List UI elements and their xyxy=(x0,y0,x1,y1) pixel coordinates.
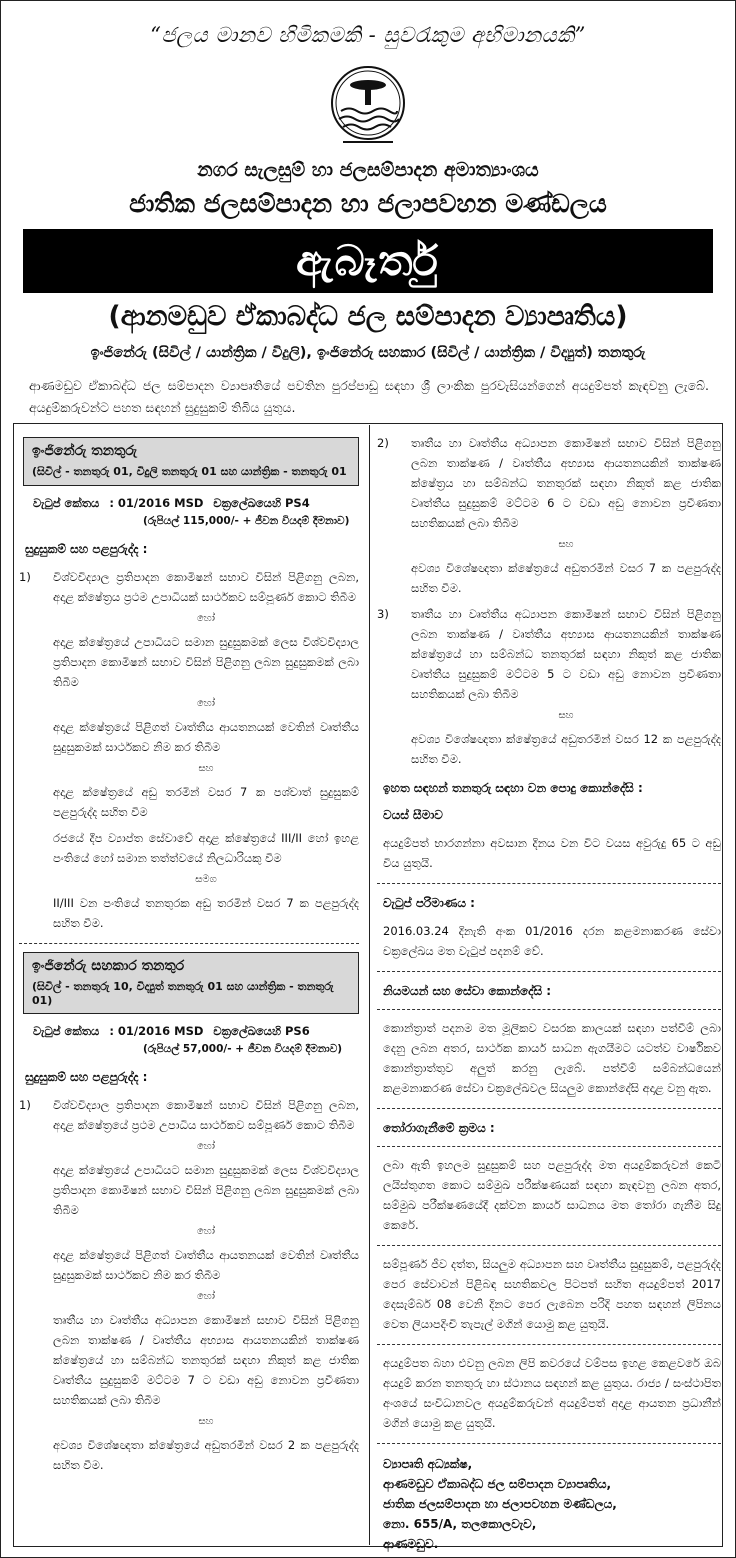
salary-scale: චක්‍රලේඛයෙහි PS6 xyxy=(213,1024,310,1038)
conjunction: සමග xyxy=(195,874,217,885)
address-line: ආණමඩුව. xyxy=(383,1537,439,1551)
common-conditions-heading: ඉහත සඳහන් තනතුරු සඳහා වන පොදු කොන්දේසි : xyxy=(383,781,643,795)
item-number: 3) xyxy=(377,607,389,621)
terms-heading: නියමයන් සහ සේවා කොන්දේසි : xyxy=(383,984,552,998)
item-number: 2) xyxy=(377,436,389,450)
section-divider xyxy=(377,1344,721,1345)
conjunction: හෝ xyxy=(197,1291,215,1302)
qualifications-heading: සුදුසුකම් සහ පළපුරුද්ද : xyxy=(25,542,148,556)
item-text: අදාළ ක්ෂේත්‍රයේ පිළිගත් වෘත්තීය ආයතනයක් වෙතින් වෘත්තීය සුදුසුකමක් සාර්ථකව නිම කර තිබීම xyxy=(53,720,359,754)
vacancies-banner xyxy=(23,229,713,293)
board-name: ජාතික ජලසම්පාදන හා ජලාපවහන මණ්ඩලය xyxy=(129,189,607,218)
conjunction: සහ xyxy=(198,1416,214,1427)
list-item xyxy=(377,433,721,533)
selection-text: ලබා ඇති ඉහලම සුදුසුකම් සහ පළපුරුද්ද මත අයදුම්කරුවන් කෙටි ලයිස්තුගත කොට සම්මුඛ පරීක්ෂණයක් සඳහා කැඳවනු ලබන අතර, සම්මුඛ පරීක්ෂණයේදී දක්වන කාර්ය සාධනය මත තෝරා ගැනීම සිදු කෙරේ. xyxy=(383,1158,721,1232)
conjunction: හෝ xyxy=(197,698,215,709)
salary-label: වැටුප් කේතය xyxy=(33,1024,100,1038)
selection-heading: තෝරාගැනීමේ ක්‍රමය : xyxy=(383,1121,495,1135)
age-limit-heading: වයස් සීමාව xyxy=(383,808,443,822)
right-column xyxy=(377,429,721,1554)
item-text: අදාළ ක්ෂේත්‍රයේ උපාධියට සමාන සුදුසුකමක් ලෙස විශ්වවිද්‍යාල ප්‍රතිපාදන කොමිෂන් සභාව විසින් පිළිගනු ලබන සුදුසුකමක් ලබා තිබීම xyxy=(53,635,359,689)
salary-scale-heading: වැටුප් පරිමාණය : xyxy=(383,896,475,910)
item-text: II/III වන පංතියේ තනතුරක අඩු තරමින් වසර 7 ක පළපුරුද්ද සහිත වීම. xyxy=(53,896,359,930)
item-text: අදාළ ක්ෂේත්‍රයේ පිළිගත් වෘත්තීය ආයතනයක් වෙතින් වෘත්තීය සුදුසුකමක් සාර්ථකව නිම කර තිබීම xyxy=(53,1248,359,1282)
item-text: තෘතීය හා වෘත්තීය අධ්‍යාපන කොමිෂන් සභාව විසින් පිළිගනු ලබන තාක්ෂණ / වෘත්තීය අභ්‍යාස ආයතනයකින් තාක්ෂණ ක්ෂේත්‍රයේ හා සම්බන්ධ තනතුරක් සඳහා නිකුත් කළ ජාතික වෘත්තීය සුදුසුකම් මට්ටම 5 ට වඩා අඩු නොවන ප්‍රවීණතා සහතිකයක් ලබා තිබීම xyxy=(411,607,721,701)
salary-scale: චක්‍රලේඛයෙහි PS4 xyxy=(213,496,310,510)
conjunction: හෝ xyxy=(197,613,215,624)
column-divider xyxy=(369,425,370,1545)
qualifications-heading: සුදුසුකම් සහ පළපුරුද්ද : xyxy=(25,1070,148,1084)
item-text: අදාළ ක්ෂේත්‍රයේ උපාධියට සමාන සුදුසුකමක් ලෙස විශ්වවිද්‍යාල ප්‍රතිපාදන කොමිෂන් සභාව විසින් පිළිගනු ලබන සුදුසුකමක් ලබා තිබීම xyxy=(53,1163,359,1217)
section-divider xyxy=(377,1108,721,1109)
conjunction: සහ xyxy=(558,539,574,550)
motto: “ජලය මානව හිමිකමකි - සුවරැකුම අභිමානයකි” xyxy=(150,23,586,47)
address-line: ව්‍යාපෘති අධ්‍යක්ෂ, xyxy=(383,1457,473,1471)
item-text: අවශ්‍ය විශේෂඥතා ක්ෂේත්‍රයේ අඩුතරමින් වසර 12 ක පළපුරුද්ද සහිත වීම. xyxy=(411,732,721,766)
section-divider xyxy=(377,1146,721,1147)
assistant-salary xyxy=(33,1024,359,1056)
section-divider xyxy=(377,883,721,884)
section-divider xyxy=(377,1245,721,1246)
salary-amount: (රුපියල් 115,000/- + ජීවන වියදම් දීමනාව) xyxy=(143,515,350,527)
age-limit-text: අයදුම්පත් භාරගන්නා අවසාන දිනය වන විට වයස අවුරුදු 65 ට අඩු විය යුතුයි. xyxy=(383,836,721,870)
item-text: තෘතීය හා වෘත්තීය අධ්‍යාපන කොමිෂන් සභාව විසින් පිළිගනු ලබන තාක්ෂණ / වෘත්තීය අභ්‍යාස ආයතනයකින් තාක්ෂණ ක්ෂේත්‍රයේ හා සම්බන්ධ තනතුරක් සඳහා නිකුත් කළ ජාතික වෘත්තීය සුදුසුකම් මට්ටම 7 ට වඩා අඩු නොවන ප්‍රවීණතා සහතිකයක් ලබා තිබීම xyxy=(53,1313,359,1407)
vacancies-title: ඇබෑර්තු xyxy=(296,236,440,285)
item-text: විශ්වවිද්‍යාල ප්‍රතිපාදන කොමිෂන් සභාව විසින් පිළිගනු ලබන, අදාළ ක්ෂේත්‍රයේ ප්‍රථම උපාධිය සාර්ථකව සම්පූර්ණ කොට තිබීම xyxy=(53,1098,359,1132)
assistant-title-box xyxy=(23,952,359,1014)
item-text: අදාළ ක්ෂේත්‍රයේ අඩු තරමින් වසර 7 ක පශ්චාත් සුදුසුකම් පළපුරුද්ද සහිත වීම xyxy=(53,785,359,819)
item-number: 1) xyxy=(19,570,31,584)
conjunction: සහ xyxy=(198,763,214,774)
conjunction: සහ xyxy=(558,710,574,721)
item-text: රජයේ දීප ව්‍යාප්ත සේවාවේ අදාළ ක්ෂේත්‍රයේ III/II හෝ ඉහළ පංතියේ හෝ සමාන තත්ත්වයේ නිලධාරියකු වීම xyxy=(53,831,359,865)
salary-amount: (රුපියල් 57,000/- + ජීවන වියදම් දීමනාව) xyxy=(143,1043,343,1055)
postal-address xyxy=(383,1454,721,1554)
envelope-text: අයදුම්පත බහා එවනු ලබන ලිපි කවරයේ වම්පස ඉහළ කෙළවරේ ඔබ අයදුම් කරන තනතුරු හා ස්ථානය සඳහන් කළ යුතුය. රාජ්‍ය / සංස්ථාපිත අංශයේ සංවිධානවල අයදුම්කරුවන් අයදුම්පත් අදාළ ආයතන ප්‍රධානීන් මගින් යොමු කළ යුතුයි. xyxy=(383,1356,721,1430)
intro-paragraph: ආණමඩුව ඒකාබද්ධ ජල සම්පාදන ව්‍යාපෘතියේ පවතින පුරප්පාඩු සඳහා ශ්‍රී ලාංකික පුරවැසියන්ගෙන් අයදුම්පත් කැඳවනු ලැබේ. අයදුම්කරුවන්ට පහත සඳහන් සුදුසුකම් තිබිය යුතුය. xyxy=(29,378,709,415)
terms-text: කොන්ත්‍රාත් පදනම මත මූලිකව වසරක කාලයක් සඳහා පත්වීම් ලබා දෙනු ලබන අතර, සාර්ථක කාර්ය සාධන ඇගයීමට යටත්ව වාර්ෂිකව කොන්ත්‍රාත්තුව අලුත් කරනු ලැබේ. පත්වීම් සම්බන්ධයෙන් කළමනාකරණ සේවා චක්‍රලේඛවල සියලුම කොන්දේසි අදාළ වනු ඇත. xyxy=(383,1021,721,1095)
salary-code: : 01/2016 MSD xyxy=(109,496,204,510)
address-line: ආණමඩුව ඒකාබද්ධ ජල සම්පාදන ව්‍යාපෘතිය, xyxy=(383,1477,612,1491)
positions-line: ඉංජිනේරු (සිවිල් / යාන්ත්‍රික / විදුලි), ඉංජිනේරු සහකාර (සිවිල් / යාන්ත්‍රික / විද්‍යුත්) තනතුරු xyxy=(90,345,646,361)
salary-label: වැටුප් කේතය xyxy=(33,496,100,510)
list-item xyxy=(19,567,359,607)
list-item xyxy=(377,604,721,704)
engineer-title-box xyxy=(23,437,359,486)
left-column xyxy=(19,429,359,1475)
conjunction: හෝ xyxy=(197,1141,215,1152)
address-line: නො. 655/A, තලකොලවැව, xyxy=(383,1517,537,1531)
assistant-title: ඉංජිනේරු සහකාර තනතුර xyxy=(32,958,185,974)
item-text: අවශ්‍ය විශේෂඥතා ක්ෂේත්‍රයේ අඩුතරමින් වසර 7 ක පළපුරුද්ද සහිත වීම. xyxy=(411,561,721,595)
conjunction: හෝ xyxy=(197,1226,215,1237)
engineer-salary xyxy=(33,496,359,528)
section-divider xyxy=(377,971,721,972)
item-number: 1) xyxy=(19,1098,31,1112)
salary-scale-text: 2016.03.24 දිනැති අංක 01/2016 දරන කළමනාකරණ සේවා චක්‍රලේඛය මත වැටුප් පදනම් වේ. xyxy=(383,924,721,958)
section-divider xyxy=(19,943,359,944)
assistant-subtitle: (සිවිල් - තනතුරු 10, විද්‍යුත් තනතුරු 01 සහ යාන්ත්‍රික - තනතුරු 01) xyxy=(32,980,334,1007)
section-divider xyxy=(377,1009,721,1010)
item-text: තෘතීය හා වෘත්තීය අධ්‍යාපන කොමිෂන් සභාව විසින් පිළිගනු ලබන තාක්ෂණ / වෘත්තීය අභ්‍යාස ආයතනයකින් තාක්ෂණ ක්ෂේත්‍රය හා සම්බන්ධ තනතුරක් සඳහා නිකුත් කළ ජාතික වෘත්තීය සුදුසුකම් මට්ටම 6 ට වඩා අඩු නොවන ප්‍රවීණතා සහතිකයක් ලබා තිබීම xyxy=(411,436,721,530)
item-text: අවශ්‍ය විශේෂඥතා ක්ෂේත්‍රයේ අඩුතරමින් වසර 2 ක පළපුරුද්ද සහිත වීම. xyxy=(53,1438,359,1472)
engineer-title: ඉංජිනේරු තනතුරු xyxy=(32,443,138,459)
item-text: විශ්වවිද්‍යාල ප්‍රතිපාදන කොමිෂන් සභාව විසින් පිළිගනු ලබන, අදාළ ක්ෂේත්‍රය ප්‍රථම උපාධියක් සාර්ථකව සම්පූර්ණ කොට තිබීම xyxy=(53,570,359,604)
address-line: ජාතික ජලසම්පාදන හා ජලාපවහන මණ්ඩලය, xyxy=(383,1497,617,1511)
project-name: (ආනමඩුව ඒකාබද්ධ ජල සම්පාදන ව්‍යාපෘතිය) xyxy=(108,301,628,332)
ministry-name: නගර සැලසුම් හා ජලසම්පාදන අමාත්‍යාංශය xyxy=(197,159,539,181)
list-item xyxy=(19,1095,359,1135)
salary-code: : 01/2016 MSD xyxy=(109,1024,204,1038)
section-divider xyxy=(377,1443,721,1444)
board-logo-icon xyxy=(313,63,423,153)
engineer-subtitle: (සිවිල් - තනතුරු 01, විදුලි තනතුරු 01 සහ යාන්ත්‍රික - තනතුරු 01 xyxy=(32,465,347,478)
application-text: සම්පූර්ණ ජීව දත්ත, සියලුම අධ්‍යාපන සහ වෘත්තීය සුදුසුකම්, පළපුරුද්ද පෙර සේවාවන් පිළිබඳ සහතිකවල පිටපත් සහිත අයදුම්පත් 2017 දෙසැම්බර් 08 වෙනි දිනට පෙර ලැබෙන පරිදි පහත සඳහන් ලිපිනය වෙත ලියාපදිංචි තැපැල් මගින් යොමු කළ යුතුයි. xyxy=(383,1257,721,1331)
